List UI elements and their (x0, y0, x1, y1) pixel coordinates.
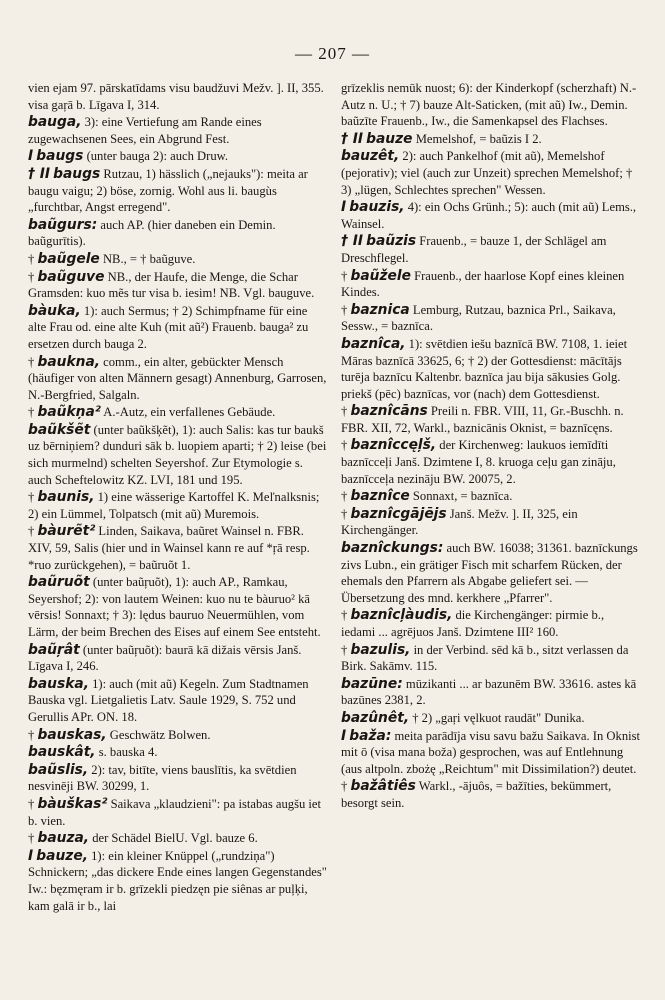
dictionary-entry (341, 233, 641, 266)
entry-headword: baũkņa² (37, 404, 101, 421)
entry-headword: baznîckungs: (341, 540, 444, 557)
entry-text: Sonnaxt, = baznīca. (412, 489, 513, 504)
entry-marker: † (28, 269, 35, 284)
entry-headword: baznîcāns (350, 403, 428, 420)
entry-marker: † (341, 779, 348, 794)
entry-headword: baznica (350, 301, 410, 318)
dictionary-entry (28, 354, 328, 404)
entry-text: 2): tav, bitīte, viens bauslītis, ka svētdien nesvinēji BW. 30299, 1. (28, 762, 297, 794)
entry-marker: I (341, 727, 347, 744)
dictionary-entry (341, 728, 641, 778)
entry-headword: baugs (53, 165, 101, 182)
entry-text: 1) eine wässerige Kartoffel K. Meľnalksnis; 2) ein Lümmel, Tolpatsch (mit aũ) Muremois. (28, 490, 320, 521)
entry-text: 2): auch Pankelhof (mit aũ), Memelshof (pejorativ); viel (auch zur Unzeit) sprechen Memelshof; † 3) „lügen, Schlechtes sprechen" Wessen. (341, 149, 633, 197)
dictionary-entry (28, 727, 328, 744)
entry-headword: bažâtiês (350, 778, 416, 795)
entry-text: A.-Autz, ein verfallenes Gebäude. (103, 405, 276, 420)
dictionary-entry (28, 574, 328, 640)
left-column (28, 80, 328, 915)
dictionary-entry (28, 796, 328, 829)
entry-text: 1): svētdien iešu baznīcā BW. 7108, 1. ieiet Māras baznīcā 33625, 6; † 2) der Gottesdienst: mācītājs turēja baznīcu Kaltenbr. baznīca jau bija sākusies Golg. priekš (pēc) baznīcas, vor (nach) dem Gottesdienst. (341, 336, 628, 401)
dictionary-entry (28, 114, 328, 147)
entry-marker: † (28, 354, 35, 369)
entry-text: (unter baũŗuõt), 1): auch AP., Ramkau, Seyershof; 2): von lautem Weinen: kuo nu te bàuruo² kā vērsis! Sonnaxt; † 3): lędus bauruo Neuermühlen, vom Lärm, der beim Brechen des Eises auf einem See entsteht. (28, 575, 321, 639)
dictionary-entry (28, 422, 328, 488)
dictionary-entry (28, 166, 328, 216)
dictionary-entry (28, 489, 328, 522)
entry-headword: bauskas, (37, 726, 107, 743)
entry-headword: baũgurs: (28, 216, 98, 233)
dictionary-entry (341, 268, 641, 301)
dictionary-entry (28, 251, 328, 268)
dictionary-entry (28, 148, 328, 165)
entry-headword: bauze, (36, 847, 88, 864)
entry-marker: † II (341, 233, 363, 250)
dictionary-entry (28, 217, 328, 250)
dictionary-entry (341, 778, 641, 811)
entry-marker: † (341, 404, 348, 419)
entry-text: Janš. Mežv. ]. II, 325, ein Kirchengänger. (341, 506, 578, 538)
entry-text: (unter baũŗuõt): baurā kā dižais vērsis Janš. Līgava I, 246. (28, 642, 302, 674)
entry-headword: baũslis, (28, 761, 89, 778)
entry-headword: baukna, (37, 353, 101, 370)
entry-headword: bauga, (28, 114, 82, 131)
dictionary-entry (341, 506, 641, 539)
entry-marker: † (341, 506, 348, 521)
dictionary-entry (341, 437, 641, 487)
entry-marker: † (341, 302, 348, 317)
dictionary-entry (341, 607, 641, 640)
entry-marker: † (341, 489, 348, 504)
entry-headword: bàuka, (28, 302, 81, 319)
entry-text: auch BW. 16038; 31361. baznīckungs zivs Lubn., ein grätiger Fisch mit scharfem Rücken, der ehemals den Pfarrern als Abgabe geliefert sei. — Übersetzung des mnd. kerkhere „Pfarrer". (341, 541, 638, 605)
entry-text: Frauenb., der haarlose Kopf eines kleinen Kindes. (341, 268, 625, 300)
entry-marker: † (28, 405, 35, 420)
entry-headword: bazūne: (341, 675, 403, 692)
entry-marker: † (28, 251, 35, 266)
entry-text: comm., ein alter, gebückter Mensch (häufiger von alten Männern gesagt) Annenburg, Garrosen, N.-Bergfried, Salgaln. (28, 354, 327, 402)
dictionary-entry (28, 269, 328, 302)
entry-text: Frauenb., = bauze 1, der Schlägel am Dreschflegel. (341, 234, 607, 265)
entry-headword: baũguve (37, 268, 105, 285)
two-column-body (28, 80, 641, 915)
entry-headword: baznîca, (341, 335, 406, 352)
entry-text: Preili n. FBR. VIII, 11, Gr.-Buschh. n. FBR. XII, 72, Warkl., baznicānis Oknist, = baznīcęns. (341, 404, 624, 435)
entry-headword: baũŗât (28, 641, 80, 658)
entry-headword: baũruõt (28, 574, 90, 591)
entry-marker: † (28, 524, 35, 539)
entry-marker: I (341, 199, 347, 216)
entry-headword: baugs (36, 148, 84, 165)
entry-text: 1): auch (mit aũ) Kegeln. Zum Stadtnamen Bauska vgl. Lietgalietis Latv. Saule 1929, S. 752 und Gerullis APr. ON. 18. (28, 676, 309, 724)
entry-text: auch AP. (hier daneben ein Demin. baũgurītis). (28, 217, 276, 249)
entry-text: (unter baũkšķẽt), 1): auch Salis: kas tur baukš uz bērniņiem? dunduri sāk b. luopiem aparti; † 2) leise (bei sich murmelnd) schelten Seyershof. Zur Etymologie s. auch Scheftelowitz KZ. LVI, 181 und 195. (28, 422, 327, 487)
entry-headword: bauze (366, 130, 413, 147)
entry-text: NB., der Haufe, die Menge, die Schar Gramsden: kuo mẽs tur visa b. iesim! NB. Vgl. bauguve. (28, 269, 315, 301)
entry-marker: † (341, 642, 348, 657)
entry-headword: bauzêt, (341, 148, 400, 165)
entry-headword: baũžele (350, 267, 411, 284)
entry-headword: bàurẽt² (37, 523, 96, 540)
entry-headword: baũkšẽt (28, 421, 91, 438)
dictionary-entry (341, 131, 641, 148)
entry-text: Geschwätz Bolwen. (109, 727, 211, 742)
entry-headword: baunis, (37, 489, 95, 506)
dictionary-entry (341, 488, 641, 505)
entry-text: 1): ein kleiner Knüppel („rundziņa") Schnickern; „das dickere Ende eines langen Gegenstandes" Iw.: bęzmęram ir b. grīzekli piedzęn pie siênas ar puļķi, kam galā ir b., lai (28, 848, 327, 913)
dictionary-entry (341, 199, 641, 232)
dictionary-entry (28, 848, 328, 914)
entry-text: in der Verbind. sēd kā b., sitzt verlassen da Birk. Sakāmv. 115. (341, 642, 629, 674)
dictionary-entry (28, 642, 328, 675)
entry-headword: bauskât, (28, 744, 96, 761)
entry-headword: bàuškas² (37, 795, 108, 812)
dictionary-entry (28, 762, 328, 795)
entry-marker: † (341, 438, 348, 453)
dictionary-entry (341, 676, 641, 709)
entry-text: Lemburg, Rutzau, baznica Prl., Saikava, Sessw., = baznīca. (341, 302, 616, 334)
entry-marker: † (28, 796, 35, 811)
entry-headword: bauzis, (349, 199, 405, 216)
entry-text: Rutzau, 1) hässlich („nejauks"): meita ar baugu vaigu; 2) böse, zornig. Wohl aus li. baugùs „furchtbar, Angst erregend". (28, 166, 308, 215)
dictionary-entry (341, 336, 641, 402)
entry-text: meita parādīja visu savu bažu Saikava. In Oknist mit ō (visa mana boža) gesprochen, was auf Entlehnung (aus altpoln. zbożę „Reichtum" mit Dissimilation?) deutet. (341, 728, 641, 776)
entry-headword: baznîccęļš, (350, 437, 437, 454)
entry-text: 1): auch Sermus; † 2) Schimpfname für eine alte Frau od. eine alte Kuh (mit aũ²) Frauenb. bauga² zu ersetzen durch bauga 2. (28, 303, 309, 351)
entry-headword: bauska, (28, 675, 89, 692)
entry-marker: † (28, 831, 35, 846)
entry-text: Linden, Saikava, baũret Wainsel n. FBR. XIV, 59, Salis (hier und in Wainsel kann re auf *ŗā resp. *ruo zurückgehen), = baũruõt 1. (28, 524, 310, 572)
entry-headword: bazûnêt, (341, 709, 410, 726)
dictionary-entry (28, 744, 328, 761)
dictionary-entry (341, 148, 641, 198)
dictionary-entry (341, 642, 641, 675)
entry-text: vien ejam 97. pārskatīdams visu baudžuvi Mežv. ]. II, 355. visa gaŗā b. Līgava I, 314. (28, 81, 324, 112)
entry-headword: baznîcļàudis, (350, 607, 453, 624)
entry-text: grīzeklis nemūk nuost; 6): der Kinderkopf (scherzhaft) N.-Autz n. U.; † 7) bauze Alt-Saticken, (mit aũ) Iw., Demin. baũzīte Frauenb., Iw., die Samenkapsel des Flachses. (341, 81, 637, 129)
entry-text: der Schädel BielU. Vgl. bauze 6. (92, 831, 258, 846)
entry-marker: † (28, 727, 35, 742)
entry-text: s. bauska 4. (98, 745, 158, 760)
dictionary-entry (341, 403, 641, 436)
dictionary-entry (28, 830, 328, 847)
dictionary-entry (28, 523, 328, 573)
entry-headword: baža: (349, 727, 392, 744)
entry-text: Memelshof, = baũzis I 2. (415, 131, 542, 146)
entry-marker: † (28, 490, 35, 505)
entry-text: mūzikanti ... ar bazunēm BW. 33616. astes kā bazūnes 2381, 2. (341, 676, 637, 708)
dictionary-entry (28, 80, 328, 113)
entry-headword: baznîcgājējs (350, 505, 447, 522)
entry-marker: I (28, 148, 34, 165)
entry-text: (unter bauga 2): auch Druw. (86, 149, 229, 164)
dictionary-entry (28, 404, 328, 421)
entry-marker: † (341, 608, 348, 623)
dictionary-entry (341, 710, 641, 727)
entry-marker: † (341, 268, 348, 283)
dictionary-entry (28, 676, 328, 726)
right-column (341, 80, 641, 915)
entry-text: Saikava „klaudzieni": pa istabas augšu iet b. vien. (28, 796, 322, 828)
entry-headword: baznîce (350, 488, 410, 505)
entry-headword: bazulis, (350, 641, 411, 658)
entry-marker: † II (28, 165, 50, 182)
dictionary-entry (341, 540, 641, 606)
entry-marker: I (28, 847, 34, 864)
entry-headword: bauza, (37, 830, 90, 847)
entry-text: † 2) „gaŗi vęlkuot raudāt" Dunika. (412, 710, 585, 725)
entry-text: der Kirchenweg: laukuos iemīdīti baznīcceļi Janš. Dzimtene I, 8. kruoga ceļu gan zināju, baznīcceļa nezināju BW. 20075, 2. (341, 438, 616, 486)
entry-text: 4): ein Ochs Grünh.; 5): auch (mit aũ) Lems., Wainsel. (341, 200, 637, 231)
dictionary-entry (341, 302, 641, 335)
entry-marker: † II (341, 130, 363, 147)
dictionary-entry (341, 80, 641, 130)
entry-text: NB., = † baũguve. (102, 251, 196, 266)
entry-text: die Kirchengänger: pirmie b., iedami ... agrējuos Janš. Dzimtene III² 160. (341, 608, 605, 639)
entry-headword: baũzis (366, 233, 417, 250)
dictionary-entry (28, 303, 328, 353)
entry-headword: baũgele (37, 250, 100, 267)
page-number: — 207 — (295, 44, 370, 63)
entry-text: 3): eine Vertiefung am Rande eines zugewachsenen Sees, ein Abgrund Fest. (28, 115, 262, 146)
entry-text: Warkl., -ājuôs, = bažīties, bekümmert, besorgt sein. (341, 779, 612, 810)
